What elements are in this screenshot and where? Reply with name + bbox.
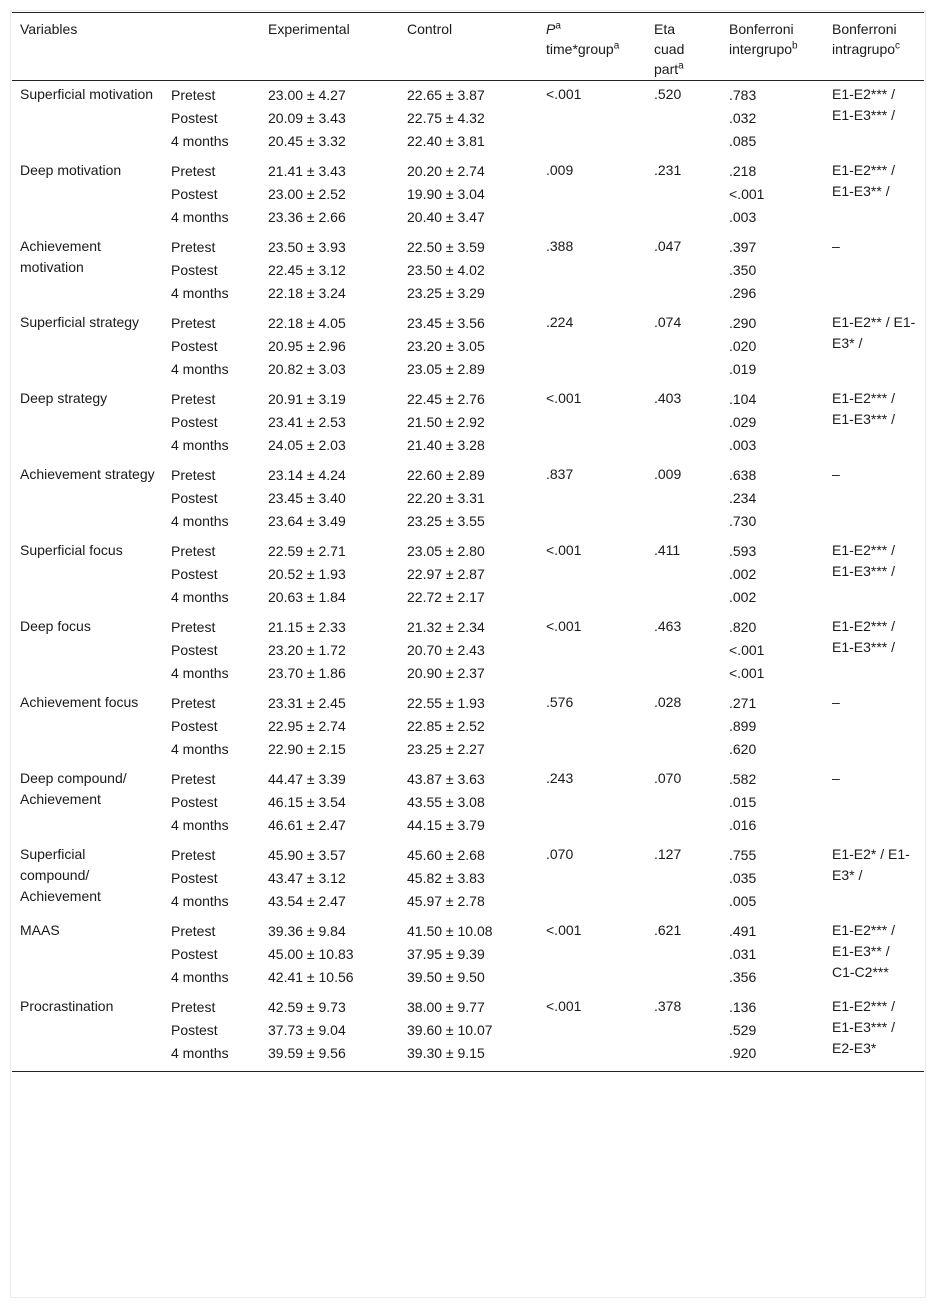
experimental-value-value: 45.00 ± 10.83 [268,946,354,962]
experimental-value-value: 20.09 ± 3.43 [268,110,346,126]
time-point [163,841,260,917]
time-point-value: Pretest [171,543,216,559]
bonferroni-intra-value: – [832,770,840,786]
experimental-value-value: 23.50 ± 3.93 [268,239,346,255]
header-p-sup: a [555,20,561,32]
control-value [399,233,538,309]
experimental-value-value: 23.41 ± 2.53 [268,414,346,430]
experimental-value [260,537,399,613]
bonferroni-inter-value-value: .620 [729,741,757,757]
bonferroni-inter-value [721,765,824,841]
bonferroni-inter-value-value: .005 [729,893,757,909]
control-value-value: 21.32 ± 2.34 [407,619,485,635]
control-value-value: 39.50 ± 9.50 [407,969,485,985]
variable-name: MAAS [20,922,60,938]
header-experimental: Experimental [260,13,399,81]
time-point-value: Postest [171,870,218,886]
header-bonferroni-intra [824,13,924,81]
experimental-value [260,157,399,233]
time-point-value: 4 months [171,209,229,225]
header-bonferroni-inter [721,13,824,81]
bonferroni-inter-value-value: .003 [729,437,757,453]
eta-value: .127 [654,846,682,862]
p-value: <.001 [546,542,582,558]
variable-name: Procrastination [20,998,114,1014]
variable-name: Deep compound/ Achievement [20,770,127,807]
time-point-value: 4 months [171,1045,229,1061]
control-value-value: 23.25 ± 2.27 [407,741,485,757]
bonferroni-inter-value [721,233,824,309]
experimental-value-value: 43.54 ± 2.47 [268,893,346,909]
table-row [12,461,924,537]
control-value-value: 43.55 ± 3.08 [407,794,485,810]
experimental-value [260,309,399,385]
control-value [399,461,538,537]
control-value-value: 20.40 ± 3.47 [407,209,485,225]
bonferroni-inter-value-value: .755 [729,847,757,863]
time-point [163,461,260,537]
time-point [163,385,260,461]
time-point [163,233,260,309]
experimental-value-value: 42.41 ± 10.56 [268,969,354,985]
experimental-value-value: 22.90 ± 2.15 [268,741,346,757]
eta-value: .463 [654,618,682,634]
header-eta-line2: cuad [654,41,685,57]
bonferroni-inter-value [721,81,824,158]
experimental-value-value: 43.47 ± 3.12 [268,870,346,886]
experimental-value-value: 24.05 ± 2.03 [268,437,346,453]
bonferroni-inter-value-value: .032 [729,110,757,126]
bonferroni-inter-value [721,537,824,613]
bonferroni-inter-value-value: .136 [729,999,757,1015]
bonferroni-inter-value-value: .085 [729,133,757,149]
time-point-value: Postest [171,262,218,278]
experimental-value [260,613,399,689]
time-point-value: Pretest [171,315,216,331]
time-point-value: Pretest [171,923,216,939]
time-point [163,917,260,993]
header-eta-sup: a [678,60,684,72]
bonferroni-inter-value [721,917,824,993]
header-p-main: P [546,21,556,37]
bonferroni-inter-value-value: .035 [729,870,757,886]
time-point [163,613,260,689]
experimental-value-value: 46.15 ± 3.54 [268,794,346,810]
experimental-value-value: 23.00 ± 4.27 [268,87,346,103]
time-point-value: Postest [171,186,218,202]
experimental-value-value: 20.45 ± 3.32 [268,133,346,149]
experimental-value-value: 20.63 ± 1.84 [268,589,346,605]
experimental-value-value: 22.18 ± 4.05 [268,315,346,331]
variable-name: Superficial compound/ Achievement [20,846,101,904]
experimental-value [260,461,399,537]
control-value-value: 22.40 ± 3.81 [407,133,485,149]
bonferroni-inter-value-value: .016 [729,817,757,833]
time-point-value: Pretest [171,695,216,711]
bonferroni-inter-value-value: .029 [729,414,757,430]
time-point [163,81,260,158]
header-control: Control [399,13,538,81]
eta-value: .231 [654,162,682,178]
bonferroni-inter-value-value: .020 [729,338,757,354]
p-value: <.001 [546,86,582,102]
bonferroni-inter-value [721,461,824,537]
eta-value: .621 [654,922,682,938]
time-point [163,765,260,841]
control-value-value: 39.30 ± 9.15 [407,1045,485,1061]
table-row [12,233,924,309]
control-value-value: 22.85 ± 2.52 [407,718,485,734]
p-value: .009 [546,162,574,178]
header-bonf-inter-line1: Bonferroni [729,21,794,37]
bonferroni-inter-value-value: .730 [729,513,757,529]
results-table [12,12,924,1072]
p-value: <.001 [546,922,582,938]
bonferroni-intra-value: – [832,694,840,710]
bonferroni-inter-value [721,157,824,233]
time-point-value: Postest [171,718,218,734]
bonferroni-inter-value-value: .820 [729,619,757,635]
p-value: .837 [546,466,574,482]
eta-value: .074 [654,314,682,330]
eta-value: .009 [654,466,682,482]
control-value-value: 23.05 ± 2.80 [407,543,485,559]
bonferroni-inter-value-value: .397 [729,239,757,255]
bonferroni-intra-value: E1-E2*** / E1-E3*** / E2-E3* [832,998,896,1056]
header-eta-line1: Eta [654,21,676,37]
bonferroni-inter-value-value: .296 [729,285,757,301]
time-point-value: Postest [171,642,218,658]
bonferroni-inter-value-value: .920 [729,1045,757,1061]
header-bonf-intra-line1: Bonferroni [832,21,897,37]
experimental-value-value: 23.36 ± 2.66 [268,209,346,225]
bonferroni-inter-value [721,385,824,461]
experimental-value-value: 39.36 ± 9.84 [268,923,346,939]
header-bonf-intra-sup: c [895,40,901,52]
control-value-value: 45.97 ± 2.78 [407,893,485,909]
experimental-value-value: 46.61 ± 2.47 [268,817,346,833]
header-variables: Variables [12,13,163,81]
time-point-value: Postest [171,794,218,810]
eta-value: .378 [654,998,682,1014]
control-value-value: 23.05 ± 2.89 [407,361,485,377]
bonferroni-inter-value-value: .582 [729,771,757,787]
control-value-value: 22.50 ± 3.59 [407,239,485,255]
bonferroni-inter-value-value: .019 [729,361,757,377]
bonferroni-inter-value-value: .031 [729,946,757,962]
control-value-value: 45.82 ± 3.83 [407,870,485,886]
table-row [12,537,924,613]
control-value-value: 21.40 ± 3.28 [407,437,485,453]
control-value-value: 39.60 ± 10.07 [407,1022,493,1038]
variable-name: Achievement focus [20,694,139,710]
control-value [399,385,538,461]
control-value [399,917,538,993]
bonferroni-inter-value-value: <.001 [729,665,765,681]
control-value [399,309,538,385]
bonferroni-inter-value-value: .218 [729,163,757,179]
time-point [163,993,260,1072]
bonferroni-inter-value-value: <.001 [729,186,765,202]
control-value-value: 22.60 ± 2.89 [407,467,485,483]
control-value-value: 22.75 ± 4.32 [407,110,485,126]
time-point-value: 4 months [171,741,229,757]
experimental-value-value: 22.59 ± 2.71 [268,543,346,559]
control-value-value: 41.50 ± 10.08 [407,923,493,939]
time-point-value: Pretest [171,771,216,787]
bonferroni-inter-value-value: .015 [729,794,757,810]
variable-name: Deep motivation [20,162,122,178]
bonferroni-inter-value-value: .350 [729,262,757,278]
table-row [12,765,924,841]
control-value [399,993,538,1072]
bonferroni-intra-value: E1-E2* / E1-E3* / [832,846,910,883]
time-point-value: 4 months [171,285,229,301]
p-value: <.001 [546,390,582,406]
bonferroni-intra-value: – [832,466,840,482]
experimental-value-value: 23.00 ± 2.52 [268,186,346,202]
control-value-value: 20.90 ± 2.37 [407,665,485,681]
experimental-value-value: 23.31 ± 2.45 [268,695,346,711]
variable-name: Superficial motivation [20,86,154,102]
bonferroni-inter-value-value: .638 [729,467,757,483]
bonferroni-intra-value: E1-E2*** / E1-E3*** / [832,86,896,123]
experimental-value-value: 42.59 ± 9.73 [268,999,346,1015]
variable-name: Achievement strategy [20,466,155,482]
p-value: .388 [546,238,574,254]
table-row [12,689,924,765]
control-value-value: 21.50 ± 2.92 [407,414,485,430]
experimental-value-value: 21.41 ± 3.43 [268,163,346,179]
p-value: .224 [546,314,574,330]
control-value [399,689,538,765]
bonferroni-inter-value-value: .899 [729,718,757,734]
table-header [12,13,924,81]
control-value-value: 22.65 ± 3.87 [407,87,485,103]
control-value-value: 23.25 ± 3.29 [407,285,485,301]
variable-name: Achievement motivation [20,238,101,275]
time-point-value: 4 months [171,969,229,985]
experimental-value-value: 20.82 ± 3.03 [268,361,346,377]
time-point-value: Postest [171,338,218,354]
eta-value: .520 [654,86,682,102]
control-value-value: 20.70 ± 2.43 [407,642,485,658]
experimental-value-value: 23.64 ± 3.49 [268,513,346,529]
table-row [12,309,924,385]
time-point-value: Pretest [171,999,216,1015]
control-value-value: 20.20 ± 2.74 [407,163,485,179]
table-row [12,613,924,689]
experimental-value-value: 20.52 ± 1.93 [268,566,346,582]
header-bonf-inter-sup: b [792,40,798,52]
experimental-value-value: 45.90 ± 3.57 [268,847,346,863]
time-point-value: 4 months [171,817,229,833]
bonferroni-intra-value: E1-E2*** / E1-E3*** / [832,618,896,655]
control-value-value: 19.90 ± 3.04 [407,186,485,202]
eta-value: .403 [654,390,682,406]
bonferroni-inter-value [721,613,824,689]
time-point-value: Postest [171,946,218,962]
experimental-value-value: 23.70 ± 1.86 [268,665,346,681]
control-value [399,537,538,613]
bonferroni-intra-value: E1-E2** / E1-E3* / [832,314,916,351]
header-eta-line3: part [654,61,679,77]
bonferroni-inter-value-value: .234 [729,490,757,506]
experimental-value [260,993,399,1072]
time-point-value: Pretest [171,847,216,863]
experimental-value-value: 37.73 ± 9.04 [268,1022,346,1038]
bonferroni-inter-value-value: .002 [729,566,757,582]
control-value [399,841,538,917]
time-point [163,537,260,613]
time-point-value: 4 months [171,893,229,909]
time-point-value: Postest [171,566,218,582]
experimental-value-value: 44.47 ± 3.39 [268,771,346,787]
control-value-value: 22.20 ± 3.31 [407,490,485,506]
time-point-value: Pretest [171,163,216,179]
time-point-value: Postest [171,1022,218,1038]
control-value-value: 37.95 ± 9.39 [407,946,485,962]
variable-name: Superficial focus [20,542,123,558]
bonferroni-inter-value-value: .356 [729,969,757,985]
control-value-value: 23.25 ± 3.55 [407,513,485,529]
bonferroni-inter-value-value: .529 [729,1022,757,1038]
header-bonf-intra-line2: intragrupo [832,41,896,57]
bonferroni-inter-value-value: .783 [729,87,757,103]
control-value-value: 44.15 ± 3.79 [407,817,485,833]
header-p-sub: time*group [546,41,614,57]
experimental-value [260,917,399,993]
control-value [399,81,538,158]
control-value-value: 22.72 ± 2.17 [407,589,485,605]
table-row [12,385,924,461]
experimental-value [260,233,399,309]
experimental-value [260,385,399,461]
header-p-sub-sup: a [613,40,620,52]
experimental-value-value: 22.95 ± 2.74 [268,718,346,734]
time-point-value: Postest [171,490,218,506]
time-point-value: Pretest [171,619,216,635]
control-value-value: 43.87 ± 3.63 [407,771,485,787]
control-value-value: 45.60 ± 2.68 [407,847,485,863]
table-row [12,917,924,993]
time-point-value: 4 months [171,589,229,605]
time-point-value: Pretest [171,87,216,103]
time-point-value: Pretest [171,391,216,407]
eta-value: .028 [654,694,682,710]
table-row [12,157,924,233]
control-value-value: 23.45 ± 3.56 [407,315,485,331]
bonferroni-inter-value [721,841,824,917]
p-value: .070 [546,846,574,862]
time-point-value: 4 months [171,513,229,529]
time-point-value: 4 months [171,133,229,149]
time-point-value: Pretest [171,467,216,483]
experimental-value-value: 22.45 ± 3.12 [268,262,346,278]
time-point [163,689,260,765]
experimental-value-value: 23.20 ± 1.72 [268,642,346,658]
eta-value: .070 [654,770,682,786]
control-value-value: 22.45 ± 2.76 [407,391,485,407]
experimental-value-value: 39.59 ± 9.56 [268,1045,346,1061]
bonferroni-inter-value-value: .290 [729,315,757,331]
bonferroni-inter-value [721,689,824,765]
p-value: .243 [546,770,574,786]
header-p-value [538,13,646,81]
bonferroni-inter-value-value: .003 [729,209,757,225]
bonferroni-inter-value-value: .104 [729,391,757,407]
control-value-value: 22.55 ± 1.93 [407,695,485,711]
control-value-value: 38.00 ± 9.77 [407,999,485,1015]
bonferroni-inter-value-value: .491 [729,923,757,939]
bonferroni-intra-value: E1-E2*** / E1-E3*** / [832,390,896,427]
table-row [12,841,924,917]
bonferroni-inter-value-value: .271 [729,695,757,711]
bonferroni-intra-value: E1-E2*** / E1-E3** / C1-C2*** [832,922,896,980]
eta-value: .411 [654,542,681,558]
bonferroni-inter-value [721,309,824,385]
experimental-value [260,689,399,765]
experimental-value-value: 22.18 ± 3.24 [268,285,346,301]
control-value [399,765,538,841]
variable-name: Superficial strategy [20,314,140,330]
time-point [163,309,260,385]
experimental-value [260,841,399,917]
bonferroni-inter-value-value: <.001 [729,642,765,658]
experimental-value-value: 20.91 ± 3.19 [268,391,346,407]
control-value-value: 23.20 ± 3.05 [407,338,485,354]
bonferroni-intra-value: E1-E2*** / E1-E3*** / [832,542,896,579]
table-row [12,993,924,1072]
variable-name: Deep focus [20,618,91,634]
header-eta [646,13,721,81]
results-table-container [10,10,926,1298]
time-point-value: Postest [171,414,218,430]
p-value: <.001 [546,618,582,634]
table-row [12,81,924,158]
time-point-value: Pretest [171,239,216,255]
control-value-value: 22.97 ± 2.87 [407,566,485,582]
bonferroni-intra-value: E1-E2*** / E1-E3** / [832,162,896,199]
eta-value: .047 [654,238,682,254]
variable-name: Deep strategy [20,390,108,406]
experimental-value-value: 21.15 ± 2.33 [268,619,346,635]
time-point-value: Postest [171,110,218,126]
control-value [399,157,538,233]
header-time [163,13,260,81]
p-value: .576 [546,694,574,710]
time-point-value: 4 months [171,665,229,681]
bonferroni-inter-value-value: .002 [729,589,757,605]
time-point-value: 4 months [171,437,229,453]
experimental-value [260,765,399,841]
p-value: <.001 [546,998,582,1014]
experimental-value-value: 23.14 ± 4.24 [268,467,346,483]
experimental-value [260,81,399,158]
time-point-value: 4 months [171,361,229,377]
experimental-value-value: 23.45 ± 3.40 [268,490,346,506]
table-body [12,81,924,1072]
control-value-value: 23.50 ± 4.02 [407,262,485,278]
bonferroni-inter-value-value: .593 [729,543,757,559]
bonferroni-intra-value: – [832,238,840,254]
control-value [399,613,538,689]
time-point [163,157,260,233]
bonferroni-inter-value [721,993,824,1072]
experimental-value-value: 20.95 ± 2.96 [268,338,346,354]
header-bonf-inter-line2: intergrupo [729,41,793,57]
